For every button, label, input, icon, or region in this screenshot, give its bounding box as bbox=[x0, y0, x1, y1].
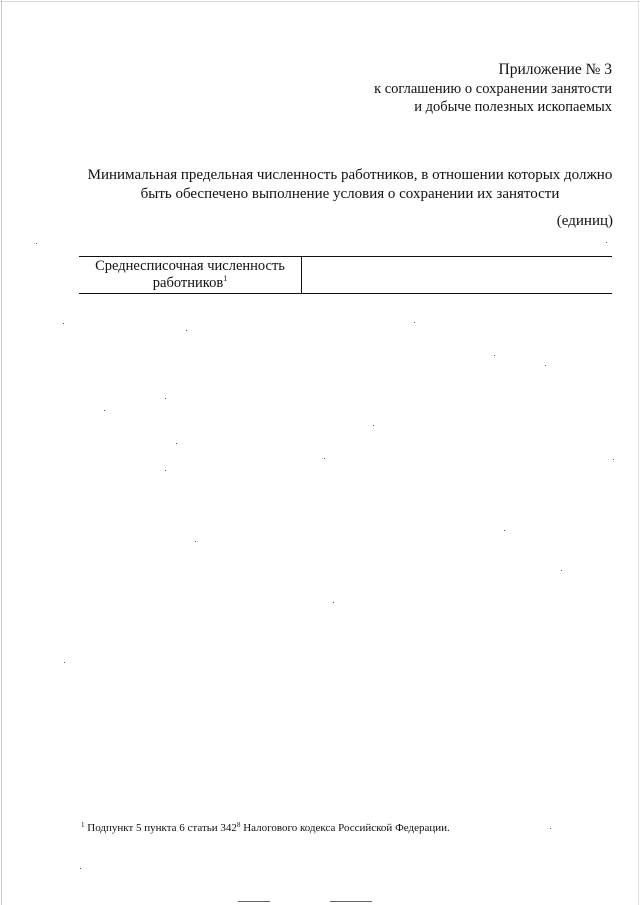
scan-speck bbox=[324, 458, 325, 459]
appendix-reference-line-2: и добыче полезных ископаемых bbox=[414, 99, 612, 115]
footnote-text-start: Подпункт 5 пункта 6 статьи 342 bbox=[87, 822, 237, 834]
footnote-mark: 1 bbox=[81, 821, 85, 829]
scan-speck bbox=[176, 443, 177, 444]
scan-artifact-line bbox=[238, 901, 270, 902]
scan-speck bbox=[104, 410, 105, 411]
scan-speck bbox=[333, 602, 334, 603]
scan-speck bbox=[186, 330, 187, 331]
scan-speck bbox=[494, 355, 495, 356]
scan-speck bbox=[545, 365, 546, 366]
scan-speck bbox=[195, 541, 196, 542]
scan-speck bbox=[80, 868, 81, 869]
document-title bbox=[70, 166, 630, 204]
table-row bbox=[79, 257, 612, 294]
footnote bbox=[81, 821, 450, 835]
scan-speck bbox=[606, 242, 607, 243]
appendix-reference-line-1: к соглашению о сохранении занятости bbox=[374, 80, 612, 97]
scan-speck bbox=[504, 530, 505, 531]
scan-speck bbox=[414, 322, 415, 323]
row-value-cell bbox=[302, 257, 613, 294]
scan-speck bbox=[64, 662, 65, 663]
scan-artifact-line bbox=[330, 901, 372, 902]
headcount-table bbox=[79, 256, 612, 294]
appendix-number: Приложение № 3 bbox=[498, 61, 612, 78]
footnote-article-superscript: 8 bbox=[236, 821, 241, 829]
row-label-line-1: Среднесписочная численность bbox=[95, 258, 285, 274]
units-label: (единиц) bbox=[556, 213, 613, 229]
scan-speck bbox=[165, 398, 166, 399]
scan-speck bbox=[613, 459, 614, 460]
footnote-reference-mark: 1 bbox=[223, 274, 228, 283]
footnote-text-end: Налогового кодекса Российской Федерации. bbox=[243, 822, 450, 834]
scan-speck bbox=[36, 243, 37, 244]
page-edge-left bbox=[1, 0, 2, 905]
row-label-text: работников bbox=[152, 275, 224, 291]
row-label-cell bbox=[79, 257, 302, 294]
scan-speck bbox=[165, 470, 166, 471]
scan-speck bbox=[550, 828, 551, 829]
scan-speck bbox=[63, 323, 64, 324]
page-edge-right bbox=[638, 0, 639, 905]
appendix-header bbox=[374, 61, 612, 117]
title-line-2: быть обеспечено выполнение условия о сохранении их занятости bbox=[140, 186, 560, 202]
row-label-line-2 bbox=[81, 275, 299, 292]
page-edge-top bbox=[0, 1, 640, 2]
scan-speck bbox=[373, 425, 374, 426]
scan-speck bbox=[561, 570, 562, 571]
title-line-1: Минимальная предельная численность работников, в отношении которых должно bbox=[87, 167, 613, 183]
